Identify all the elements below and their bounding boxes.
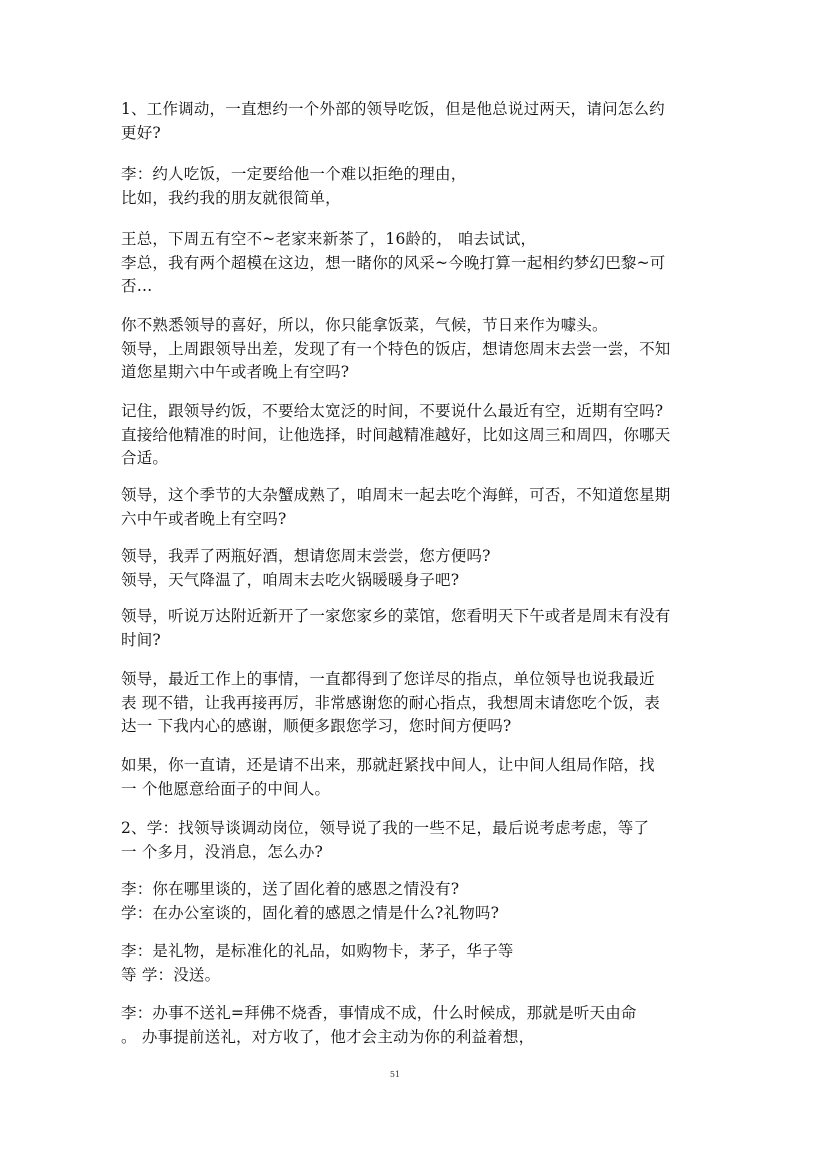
text-line: 李：是礼物，是标准化的礼品，如购物卡，茅子，华子等 — [121, 942, 514, 960]
text-line: 李总，我有两个超模在这边，想一睹你的风采~今晚打算一起相约梦幻巴黎~可 — [121, 253, 666, 272]
page-number: 51 — [389, 1070, 401, 1079]
text-line: 你不熟悉领导的喜好，所以，你只能拿饭菜，气候，节日来作为噱头。 — [121, 316, 608, 334]
text-line: 李：办事不送礼=拜佛不烧香，事情成不成，什么时候成，那就是听天由命 — [121, 1004, 637, 1022]
text-line: 领导，这个季节的大杂蟹成熟了，咱周末一起去吃个海鲜，可否，不知道您星期 — [121, 486, 671, 504]
text-line: 2、学：找领导谈调动岗位，领导说了我的一些不足，最后说考虑考虑，等了 — [121, 819, 650, 837]
text-line: 道您星期六中午或者晚上有空吗? — [121, 363, 350, 381]
text-line: 1、工作调动，一直想约一个外部的领导吃饭，但是他总说过两天，请问怎么约 — [121, 100, 665, 118]
text-line: 。 办事提前送礼，对方收了，他才会主动为你的利益着想， — [121, 1027, 535, 1046]
text-line: 领导，上周跟领导出差，发现了有一个特色的饭店，想请您周末去尝一尝，不知 — [121, 339, 671, 358]
text-line: 领导，天气降温了，咱周末去吃火锅暖暖身子吧? — [121, 570, 460, 589]
text-line: 领导，听说万达附近新开了一家您家乡的菜馆，您看明天下午或者是周末有没有 — [121, 607, 671, 625]
text-line: 时间? — [121, 630, 161, 649]
text-line: 更好? — [121, 123, 161, 142]
text-line: 学：在办公室谈的，固化着的感恩之情是什么?礼物吗? — [121, 903, 500, 922]
text-line: 李：约人吃饭，一定要给他一个难以拒绝的理由， — [121, 165, 467, 183]
text-line: 否… — [121, 277, 153, 295]
text-line: 等 学：没送。 — [121, 965, 221, 984]
text-line: 王总，下周五有空不~老家来新茶了，16龄的， 咱去试试， — [121, 230, 537, 248]
text-line: 合适。 — [121, 449, 169, 467]
text-line: 一 个他愿意给面子的中间人。 — [121, 779, 331, 798]
text-line: 李：你在哪里谈的，送了固化着的感恩之情没有? — [121, 880, 460, 898]
text-line: 如果，你一直请，还是请不出来，那就赶紧找中间人，让中间人组局作陪，找 — [121, 756, 655, 774]
text-line: 六中午或者晚上有空吗? — [121, 509, 287, 528]
text-line: 领导，最近工作上的事情，一直都得到了您详尽的指点，单位领导也说我最近 — [121, 670, 655, 688]
text-line: 一 个多月，没消息，怎么办? — [121, 842, 324, 861]
text-line: 直接给他精准的时间，让他选择，时间越精准越好，比如这周三和周四，你哪天 — [121, 425, 671, 444]
text-line: 记住，跟领导约饭，不要给太宽泛的时间，不要说什么最近有空，近期有空吗? — [121, 402, 664, 420]
text-line: 比如，我约我的朋友就很简单， — [121, 188, 341, 207]
text-line: 表 现不错，让我再接再厉，非常感谢您的耐心指点，我想周末请您吃个饭，表 — [121, 693, 660, 712]
text-line: 达一 下我内心的感谢，顺便多跟您学习，您时间方便吗? — [121, 717, 512, 735]
text-line: 领导，我弄了两瓶好酒，想请您周末尝尝，您方便吗? — [121, 547, 491, 565]
